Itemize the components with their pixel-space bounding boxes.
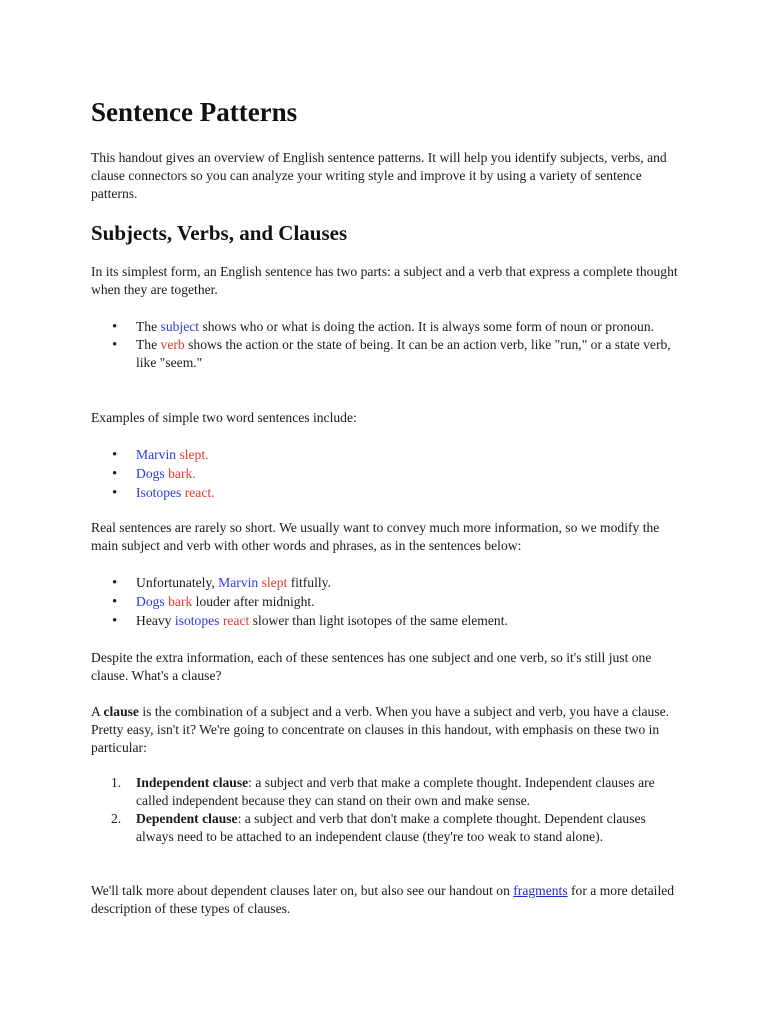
clause-type-name: Independent clause xyxy=(136,775,249,790)
example-subject: Dogs xyxy=(136,594,165,609)
page-title: Sentence Patterns xyxy=(91,97,298,127)
paragraph-real-sentences: Real sentences are rarely so short. We usually want to convey much more information, so we modify the main subject and verb with other words and phrases, as in the sentences below: xyxy=(91,520,660,553)
subject-verb-definition-list xyxy=(91,318,681,372)
text: fitfully. xyxy=(287,575,331,590)
list-item xyxy=(91,484,681,502)
list-item xyxy=(91,446,681,464)
list-item xyxy=(91,318,681,336)
example-verb: bark xyxy=(168,594,193,609)
section-heading: Subjects, Verbs, and Clauses xyxy=(91,221,348,245)
text: louder after midnight. xyxy=(192,594,315,609)
example-subject: Dogs xyxy=(136,466,165,481)
intro-paragraph: This handout gives an overview of English sentence patterns. It will help you identify subjects, verbs, and clause connectors so you can analyze your writing style and improve it by using a variety of sentence patterns. xyxy=(91,150,667,201)
fragments-link[interactable]: fragments xyxy=(513,883,568,898)
list-item xyxy=(91,774,681,810)
list-number: 2. xyxy=(111,811,122,826)
list-item xyxy=(91,612,681,630)
text: : a subject and verb that make a complete thought. Independent clauses are called independent because they can stand on their own and make sense. xyxy=(136,775,655,808)
paragraph-fragments xyxy=(91,882,681,918)
text: slower than light isotopes of the same element. xyxy=(249,613,508,628)
list-item xyxy=(91,810,681,846)
example-subject: Marvin xyxy=(218,575,259,590)
clause-term: clause xyxy=(103,704,139,719)
text: : a subject and verb that don't make a complete thought. Dependent clauses always need to be attached to an independent clause (they're too weak to stand alone). xyxy=(136,811,646,844)
list-item xyxy=(91,574,681,592)
simple-examples-list xyxy=(91,446,681,502)
clause-types-list xyxy=(91,774,681,846)
list-item xyxy=(91,465,681,483)
text: Unfortunately, xyxy=(136,575,219,590)
text: for a more detailed description of these types of clauses. xyxy=(91,883,675,916)
example-subject: Marvin xyxy=(136,447,177,462)
list-number: 1. xyxy=(111,775,122,790)
text: is the combination of a subject and a verb. When you have a subject and verb, you have a clause. Pretty easy, isn't it? We're going to concentrate on clauses in this handout, with emphasis on these two in particular: xyxy=(91,704,670,755)
subject-term: subject xyxy=(160,319,200,334)
text: shows who or what is doing the action. It is always some form of noun or pronoun. xyxy=(199,319,655,334)
text: The xyxy=(136,319,161,334)
example-verb: slept xyxy=(261,575,288,590)
modified-examples-list xyxy=(91,574,681,630)
paragraph-simplest-form: In its simplest form, an English sentence has two parts: a subject and a verb that express a complete thought when they are together. xyxy=(91,264,678,297)
example-verb: react xyxy=(222,613,250,628)
clause-type-name: Dependent clause xyxy=(136,811,238,826)
example-verb: slept. xyxy=(179,447,209,462)
text: The xyxy=(136,337,161,352)
text: A xyxy=(91,704,104,719)
paragraph-examples-intro: Examples of simple two word sentences include: xyxy=(91,410,357,425)
example-subject: Isotopes xyxy=(136,485,182,500)
text: Heavy xyxy=(136,613,175,628)
text: We'll talk more about dependent clauses later on, but also see our handout on xyxy=(91,883,514,898)
verb-term: verb xyxy=(160,337,185,352)
text: shows the action or the state of being. It can be an action verb, like "run," or a state verb, like "seem." xyxy=(136,337,671,370)
list-item xyxy=(91,593,681,611)
example-verb: react. xyxy=(184,485,215,500)
example-verb: bark. xyxy=(168,466,196,481)
example-subject: isotopes xyxy=(174,613,220,628)
paragraph-extra-information: Despite the extra information, each of these sentences has one subject and one verb, so it's still just one clause. What's a clause? xyxy=(91,650,652,683)
paragraph-clause-definition xyxy=(91,703,681,757)
list-item xyxy=(91,336,681,372)
